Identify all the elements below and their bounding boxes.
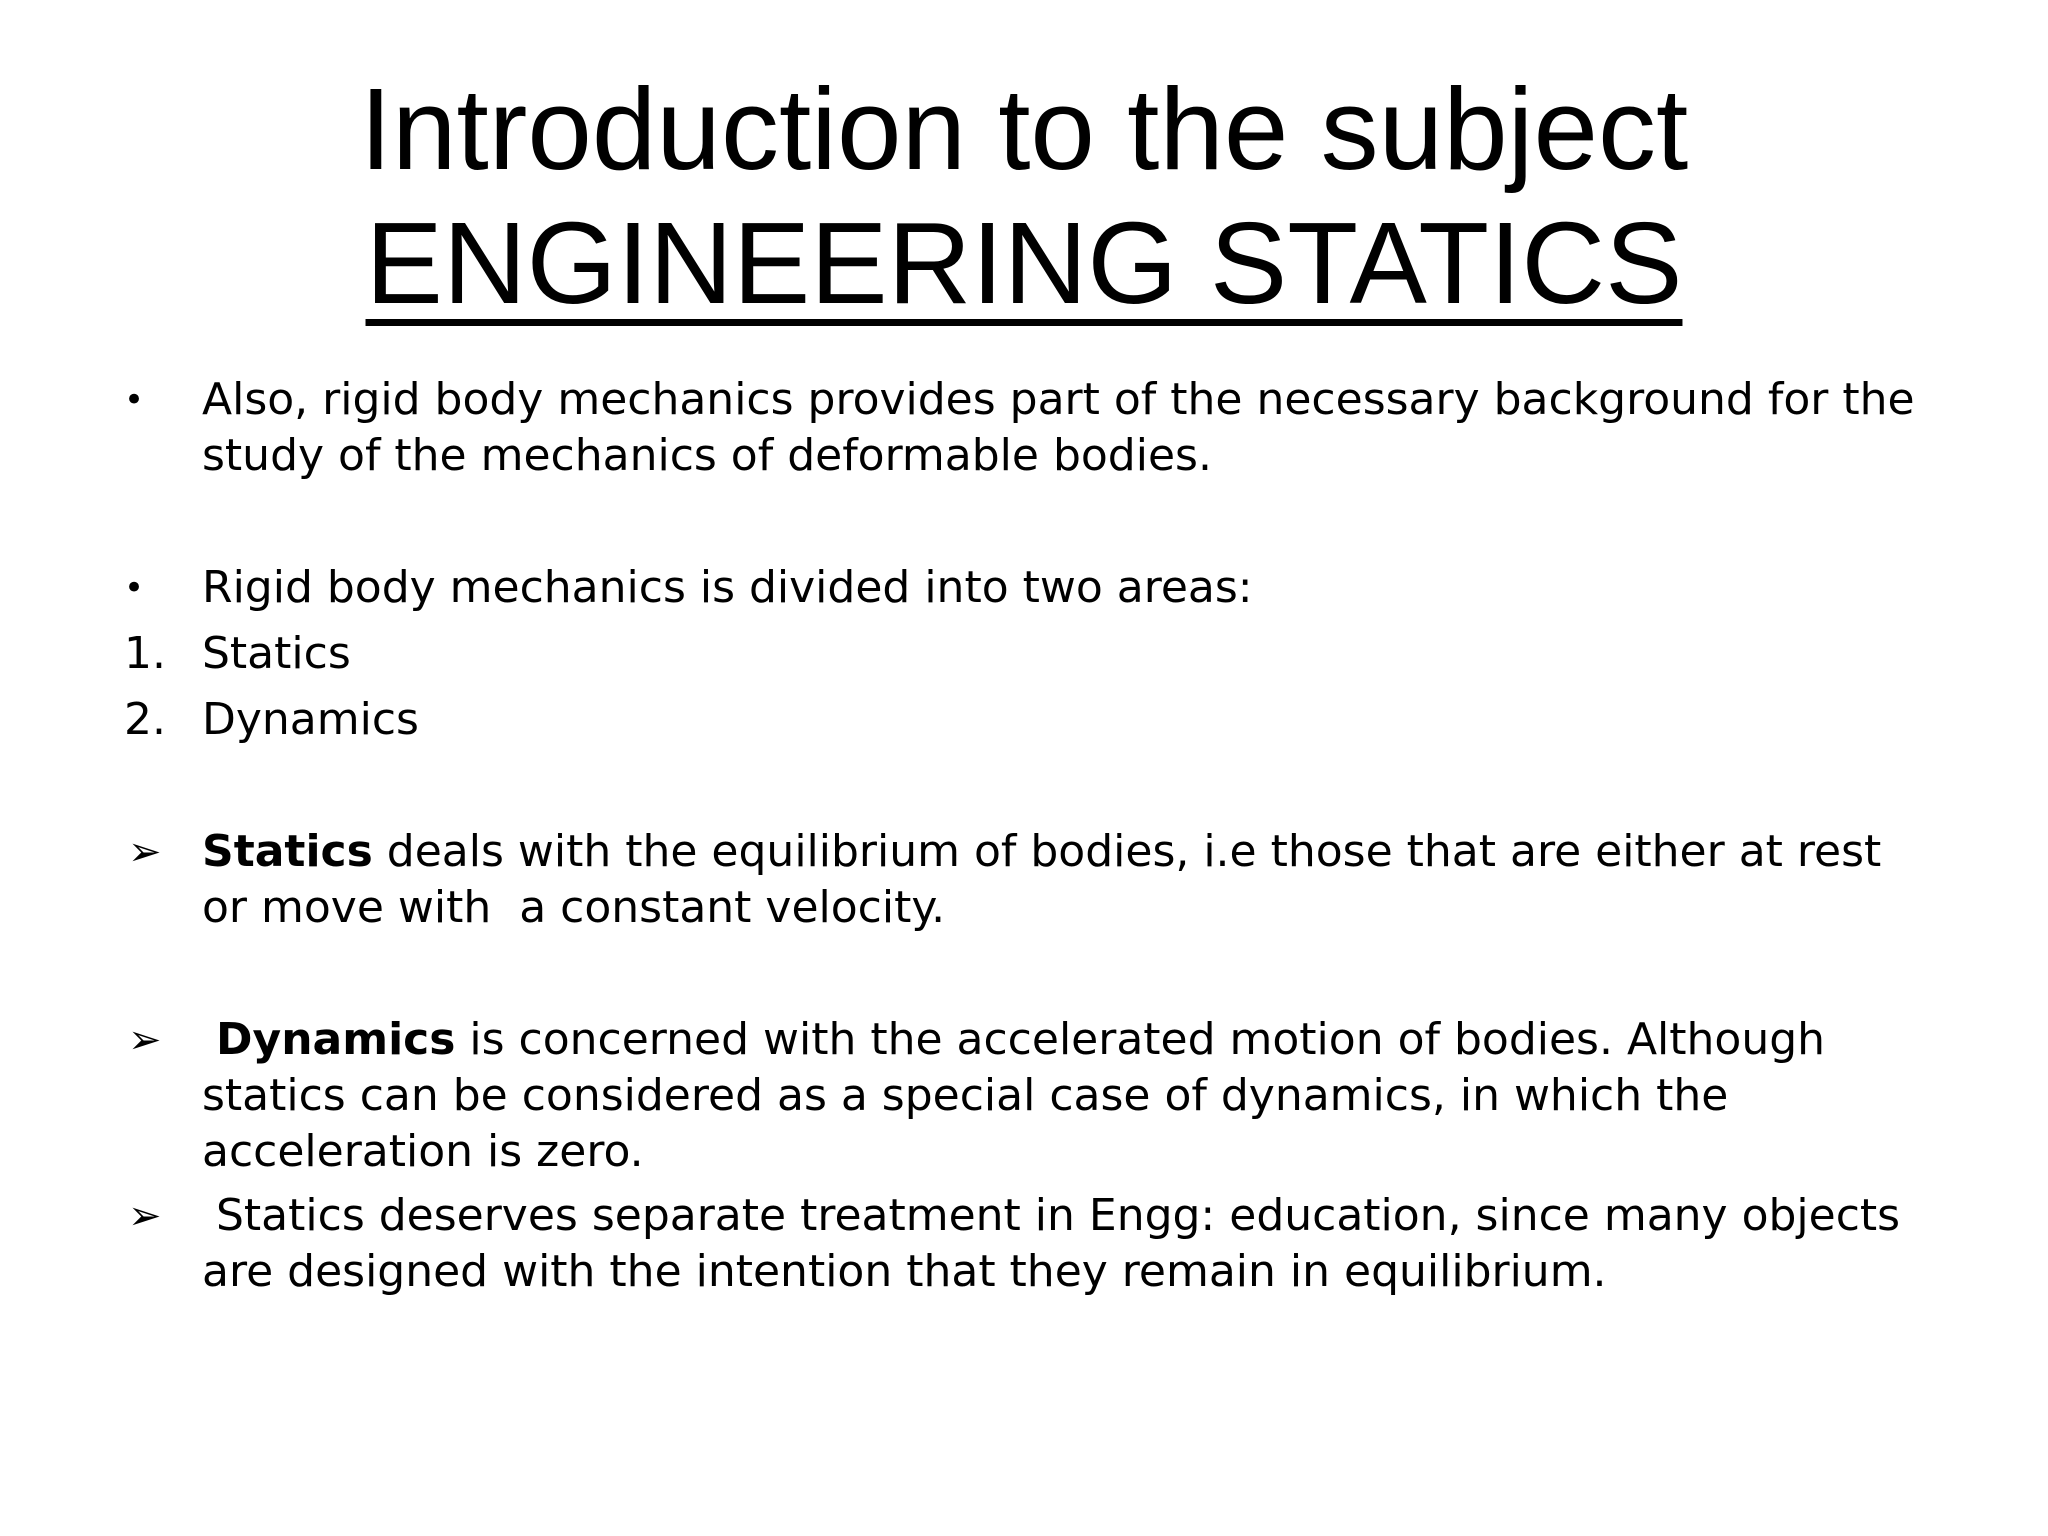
arrow-text-rest: is concerned with the accelerated motion of bodies. Although statics can be considered as a special case of dynamics, in which the acceleration is zero. [202,1014,1840,1177]
bullet-marker: • [124,568,145,608]
arrow-bullet-icon: ➢ [128,829,162,875]
arrow-text-rest: deals with the equilibrium of bodies, i.e those that are either at rest or move with a constant velocity. [202,826,1896,933]
numbered-text: Dynamics [202,694,419,745]
bullet-text: Rigid body mechanics is divided into two areas: [202,562,1253,613]
slide-title [0,62,2048,330]
arrow-text [202,824,1922,936]
title-line-2 [0,196,2048,330]
arrow-text-rest: Statics deserves separate treatment in Engg: education, since many objects are designed with the intention that they remain in equilibrium. [202,1190,1915,1297]
numbered-text: Statics [202,628,351,679]
bullet-text: Also, rigid body mechanics provides part of the necessary background for the study of the mechanics of deformable bodies. [202,374,1929,481]
number-marker: 1. [124,628,166,679]
bullet-marker: • [124,380,145,420]
arrow-bullet-icon: ➢ [128,1017,162,1063]
term-dynamics: Dynamics [216,1014,456,1065]
number-marker: 2. [124,694,166,745]
term-statics: Statics [202,826,373,877]
arrow-bullet-icon: ➢ [128,1193,162,1239]
title-line-1: Introduction to the subject [359,64,1689,194]
arrow-text [202,1188,1922,1300]
arrow-text [202,1012,1922,1180]
title-underlined: ENGINEERING STATICS [365,198,1683,328]
